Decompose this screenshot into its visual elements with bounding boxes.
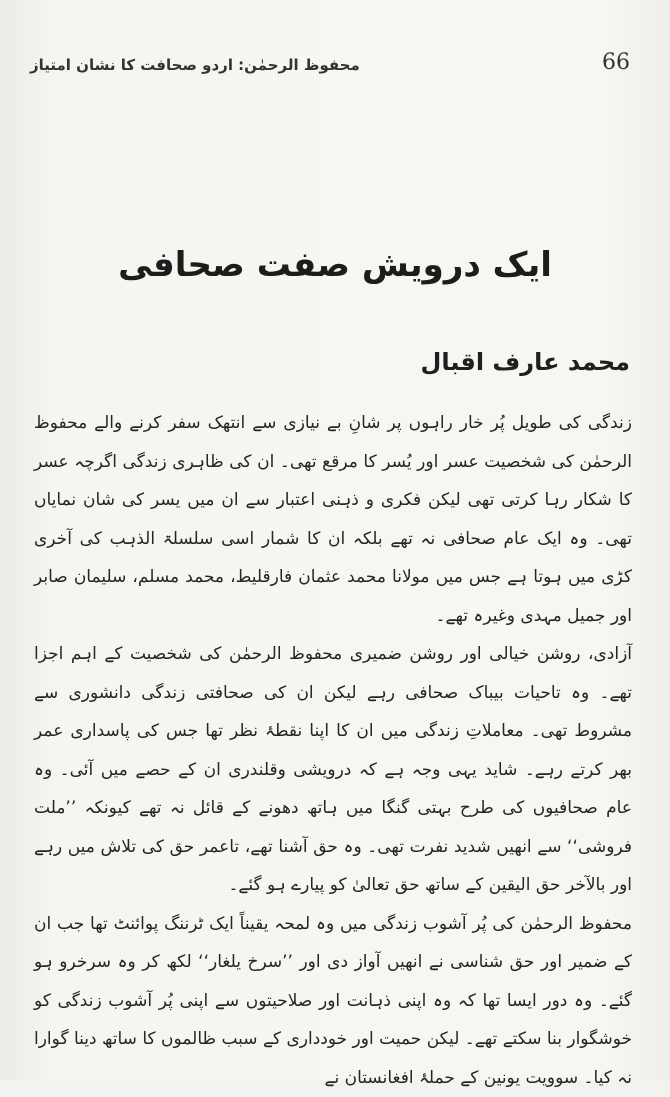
article-title: ایک درویش صفت صحافی — [0, 245, 670, 285]
article-body — [34, 404, 632, 1097]
paragraph-2: آزادی، روشن خیالی اور روشن ضمیری محفوظ الرحمٰن کی شخصیت کے اہم اجزا تھے۔ وہ تاحیات بیباک صحافی رہے لیکن ان کی صحافتی زندگی دانشوری سے مشروط تھی۔ معاملاتِ زندگی میں ان کا اپنا نقطۂ نظر تھا جس کی پاسداری عمر بھر کرتے رہے۔ شاید یہی وجہ ہے کہ درویشی وقلندری ان کے حصے میں آئی۔ وہ عام صحافیوں کی طرح بہتی گنگا میں ہاتھ دھونے کے قائل نہ تھے کیونکہ ’’ملت فروشی‘‘ سے انھیں شدید نفرت تھی۔ وہ حق آشنا تھے، تاعمر حق کی تلاش میں رہے اور بالآخر حق الیقین کے ساتھ حق تعالیٰ کو پیارے ہو گئے۔ — [34, 635, 632, 905]
paragraph-1: زندگی کی طویل پُر خار راہوں پر شانِ بے نیازی سے انتھک سفر کرنے والے محفوظ الرحمٰن کی شخصیت عسر اور یُسر کا مرقع تھی۔ ان کی ظاہری زندگی اگرچہ عسر کا شکار رہا کرتی تھی لیکن فکری و ذہنی اعتبار سے ان میں یسر کی شان نمایاں تھی۔ وہ ایک عام صحافی نہ تھے بلکہ ان کا شمار اسی سلسلۃ الذہب کی آخری کڑی میں ہوتا ہے جس میں مولانا محمد عثمان فارقلیط، محمد مسلم، سلیمان صابر اور جمیل مہدی وغیرہ تھے۔ — [34, 404, 632, 635]
page-number: 66 — [602, 50, 630, 75]
article-author: محمد عارف اقبال — [330, 348, 630, 376]
paragraph-3: محفوظ الرحمٰن کی پُر آشوب زندگی میں وہ لمحہ یقیناً ایک ٹرننگ پوائنٹ تھا جب ان کے ضمیر اور حق شناسی نے انھیں آواز دی اور ’’سرخ یلغار‘‘ لکھ کر وہ سرخرو ہو گئے۔ وہ دور ایسا تھا کہ وہ اپنی ذہانت اور صلاحیتوں سے اپنی پُر آشوب زندگی کو خوشگوار بنا سکتے تھے۔ لیکن حمیت اور خودداری کے سبب ظالموں کا ساتھ دینا گوارا نہ کیا۔ سوویت یونین کے حملۂ افغانستان نے — [34, 905, 632, 1097]
running-head: محفوظ الرحمٰن: اردو صحافت کا نشان امتیاز — [30, 56, 360, 74]
page-header — [30, 50, 630, 86]
